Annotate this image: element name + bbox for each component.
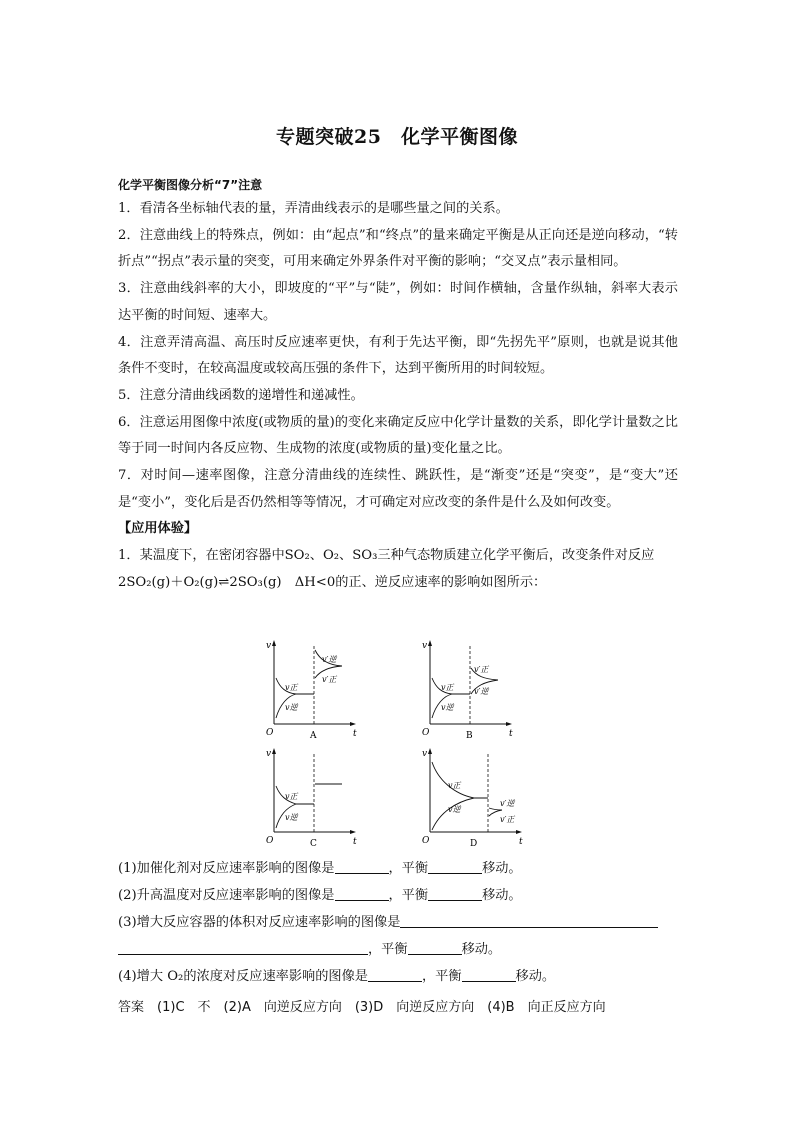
analysis-points	[118, 196, 678, 597]
x-axis-arrow	[350, 830, 356, 834]
v-pos-prime-label: v′正	[322, 675, 337, 684]
y-axis-label: v	[422, 641, 428, 651]
v-neg-prime-label: v′逆	[500, 799, 515, 808]
subquestion-3-text: (3)增大反应容器的体积对反应速率影响的图像是	[118, 915, 401, 930]
x-axis-label: t	[509, 729, 513, 739]
figure-label-c: C	[310, 839, 317, 849]
v-pos-prime-label: v′正	[500, 815, 515, 824]
subquestion-1-end: 移动。	[482, 861, 522, 876]
v-neg-prime-label: v′逆	[474, 687, 489, 696]
subquestion-4-text: (4)增大 O₂的浓度对反应速率影响的图像是	[118, 969, 368, 984]
v-pos-label: v正	[448, 781, 461, 790]
figure-label-d: D	[470, 839, 478, 849]
v-neg-label: v逆	[448, 805, 461, 814]
subquestion-4-mid: ，平衡	[421, 969, 462, 984]
subquestion-3	[118, 910, 658, 936]
origin-label: O	[422, 836, 430, 846]
y-axis-arrow	[428, 640, 432, 646]
v-neg-label: v逆	[285, 813, 298, 822]
subquestion-3-end: 移动。	[461, 942, 502, 957]
v-pos-prime-label: v′正	[474, 665, 489, 674]
v-neg-label: v逆	[285, 703, 298, 712]
subquestion-1	[118, 856, 522, 882]
figure-c	[262, 746, 362, 852]
section-subheading: 化学平衡图像分析“7”注意	[118, 178, 263, 192]
subquestion-3-continued	[118, 937, 501, 963]
subquestion-2	[118, 883, 522, 909]
v-pos-label: v正	[285, 792, 298, 801]
point-1: 1．看清各坐标轴代表的量，弄清曲线表示的是哪些量之间的关系。	[118, 201, 509, 216]
y-axis-label: v	[266, 641, 272, 651]
figure-b	[418, 638, 518, 744]
v-neg-curve	[432, 798, 474, 830]
answer-blank-3a-continued[interactable]	[118, 940, 368, 955]
subquestion-4	[118, 964, 555, 990]
x-axis-label: t	[519, 837, 523, 847]
figure-d	[418, 746, 528, 852]
question-line-2: 2SO₂(g)＋O₂(g)⇌2SO₃(g) ΔH<0的正、逆反应速率的影响如图所示：	[118, 574, 547, 590]
x-axis-label: t	[353, 837, 357, 847]
subquestion-3-mid: ，平衡	[368, 942, 408, 957]
subquestion-1-mid: ，平衡	[388, 861, 429, 876]
y-axis-arrow	[272, 748, 276, 754]
answer-blank-3a[interactable]	[400, 913, 658, 928]
answer-blank-1a[interactable]	[335, 859, 389, 874]
answer-blank-2a[interactable]	[335, 886, 389, 901]
answer-text: (1)C 不 (2)A 向逆反应方向 (3)D 向逆反应方向 (4)B 向正反应方向	[157, 1000, 606, 1015]
subquestion-1-text: (1)加催化剂对反应速率影响的图像是	[118, 861, 335, 876]
point-2: 2．注意曲线上的特殊点，例如：由“起点”和“终点”的量来确定平衡是从正向还是逆向移动，“转折点”“拐点”表示量的突变，可用来确定外界条件对平衡的影响；“交叉点”表示量相同。	[118, 227, 678, 270]
point-3: 3．注意曲线斜率的大小，即坡度的“平”与“陡”，例如：时间作横轴，含量作纵轴，斜率大表示达平衡的时间短、速率大。	[118, 281, 678, 323]
origin-label: O	[422, 728, 430, 738]
point-7: 7．对时间—速率图像，注意分清曲线的连续性、跳跃性，是“渐变”还是“突变”，是“变大”还是“变小”，变化后是否仍然相等等情况，才可确定对应改变的条件是什么及如何改变。	[118, 468, 678, 510]
y-axis-arrow	[272, 640, 276, 646]
y-axis-arrow	[428, 748, 432, 754]
answer-line	[118, 996, 606, 1015]
answer-label: 答案	[118, 1000, 145, 1015]
v-pos-label: v正	[441, 683, 454, 692]
subquestion-2-mid: ，平衡	[388, 888, 429, 903]
point-5: 5．注意分清曲线函数的递增性和递减性。	[118, 387, 364, 403]
subquestion-4-end: 移动。	[515, 969, 556, 984]
x-axis-arrow	[350, 722, 356, 726]
origin-label: O	[266, 728, 274, 738]
x-axis-arrow	[506, 722, 512, 726]
v-pos-label: v正	[285, 683, 298, 692]
point-4: 4．注意弄清高温、高压时反应速率更快，有利于先达平衡，即“先拐先平”原则，也就是说其他条件不变时，在较高温度或较高压强的条件下，达到平衡所用的时间较短。	[118, 334, 678, 377]
x-axis-arrow	[516, 830, 522, 834]
answer-blank-4a[interactable]	[368, 967, 422, 982]
subquestion-2-text: (2)升高温度对反应速率影响的图像是	[118, 888, 335, 903]
v-neg-label: v逆	[441, 703, 454, 712]
section-heading-application: 【应用体验】	[118, 521, 198, 537]
v-pos-curve	[432, 762, 488, 798]
answer-blank-4b[interactable]	[462, 967, 516, 982]
point-6: 6．注意运用图像中浓度(或物质的量)的变化来确定反应中化学计量数的关系，即化学计量数之比等于同一时间内各反应物、生成物的浓度(或物质的量)变化量之比。	[118, 414, 678, 457]
origin-label: O	[266, 836, 274, 846]
answer-blank-1b[interactable]	[428, 859, 482, 874]
question-line-1: 1．某温度下，在密闭容器中SO₂、O₂、SO₃三种气态物质建立化学平衡后，改变条件对反应	[118, 548, 655, 564]
figure-label-b: B	[466, 731, 473, 741]
answer-blank-2b[interactable]	[428, 886, 482, 901]
y-axis-label: v	[266, 749, 272, 759]
v-neg-prime-curve	[489, 808, 502, 810]
answer-blank-3b[interactable]	[408, 940, 462, 955]
figure-label-a: A	[310, 731, 317, 741]
subquestion-2-end: 移动。	[482, 888, 522, 903]
y-axis-label: v	[422, 749, 428, 759]
figure-a	[262, 638, 362, 744]
page-title: 专题突破25 化学平衡图像	[276, 126, 518, 148]
x-axis-label: t	[353, 729, 357, 739]
v-neg-prime-label: v′逆	[322, 655, 337, 664]
